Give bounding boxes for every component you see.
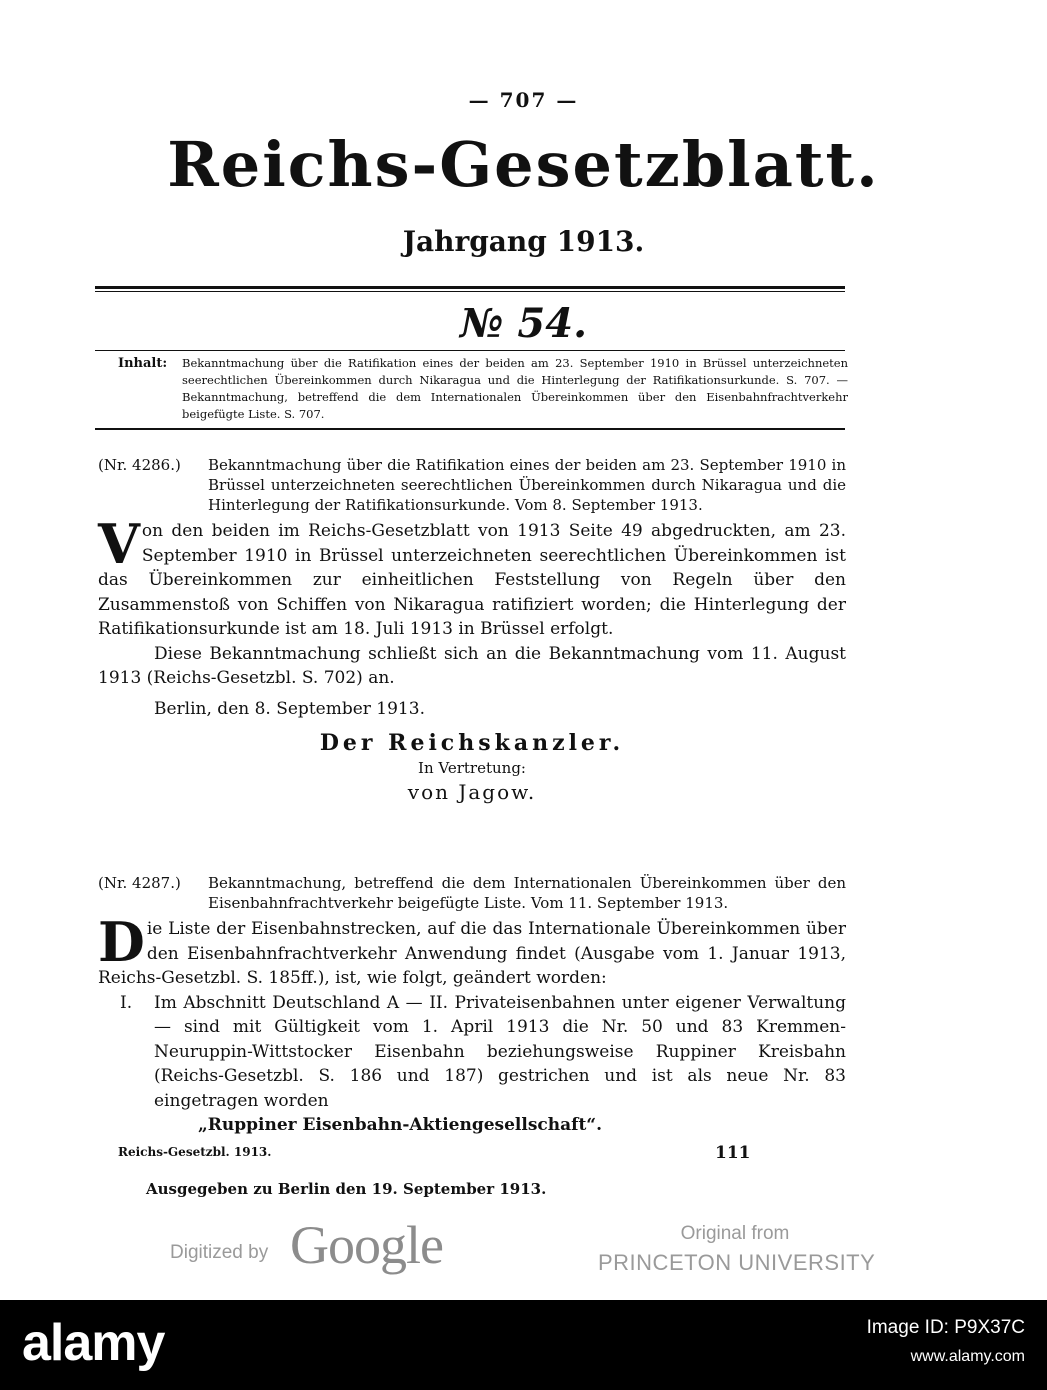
institution-name: PRINCETON UNIVERSITY (598, 1250, 876, 1275)
quoted-name: „Ruppiner Eisenbahn-Aktiengesellschaft“. (198, 1115, 603, 1135)
top-rule (95, 286, 845, 289)
masthead-title: Reichs-Gesetzblatt. (167, 128, 880, 201)
issued-line: Ausgegeben zu Berlin den 19. September 1913. (146, 1180, 547, 1198)
notice-body-text: on den beiden im Reichs-Gesetzblatt von 1913 Seite 49 abgedruckten, am 23. September 1910 in Brüssel unterzeichneten seerechtlichen Übereinkommen ist das Übereinkommen zur einheitlichen Feststellung von Regeln über den Zusammenstoß von Schiffen von Nikaragua ratifiziert worden; die Hinterlegung der Ratifikationsurkunde ist am 18. Juli 1913 in Brüssel erfolgt. (98, 521, 846, 639)
original-from-text: Original from (680, 1223, 790, 1244)
list-item-numeral: I. (120, 992, 133, 1013)
notice-body-2: Diese Bekanntmachung schließt sich an die Bekanntmachung vom 11. August 1913 (Reichs-Gesetzbl. S. 702) an. (98, 643, 846, 688)
notice-body (98, 512, 846, 642)
volume-year: Jahrgang 1913. (402, 225, 645, 258)
stock-url[interactable]: www.alamy.com (910, 1348, 1025, 1365)
contents-rule-top (95, 350, 845, 351)
alamy-logo: alamy (22, 1314, 165, 1372)
original-from-label (0, 1223, 1047, 1245)
footer-page-number: 111 (715, 1143, 751, 1163)
notice-body-text: ie Liste der Eisenbahnstrecken, auf die das Internationale Übereinkommen über den Eisenbahnfrachtverkehr Anwendung findet (Ausgabe vom 1. Januar 1913, Reichs-Gesetzbl. S. 185ff.), ist, wie folgt, geändert worden: (98, 919, 846, 988)
notice-heading (98, 873, 846, 913)
drop-cap: D (98, 910, 145, 974)
page-number: — 707 — (468, 88, 579, 112)
signature-name: von Jagow. (407, 780, 537, 804)
issue-number: № 54. (460, 300, 587, 347)
notice-4286 (98, 455, 846, 805)
notice-date: Berlin, den 8. September 1913. (154, 698, 425, 719)
contents-label: Inhalt: (118, 356, 168, 371)
notice-title: Bekanntmachung über die Ratifikation eines der beiden am 23. September 1910 in Brüssel unterzeichneten seerechtlichen Übereinkommen durch Nikaragua und die Hinterlegung der Ratifikationsurkunde. Vom 8. September 1913. (208, 456, 846, 514)
top-rule-thin (95, 291, 845, 292)
list-item-text: Im Abschnitt Deutschland A — II. Privateisenbahnen unter eigener Verwaltung — sind mit Gültigkeit vom 1. April 1913 die Nr. 50 und 83 Kremmen-Neuruppin-Wittstocker Eisenbahn beziehungsweise Ruppiner Kreisbahn (Reichs-Gesetzbl. S. 186 und 187) gestrichen und ist als neue Nr. 83 eingetragen worden (154, 992, 846, 1111)
notice-heading (98, 455, 846, 515)
drop-cap: V (98, 512, 140, 576)
notice-title: Bekanntmachung, betreffend die dem Internationalen Übereinkommen über den Eisenbahnfrachtverkehr beigefügte Liste. Vom 11. September 1913. (208, 874, 846, 912)
table-of-contents (118, 355, 848, 423)
notice-body (98, 910, 846, 991)
contents-text: Bekanntmachung über die Ratifikation eines der beiden am 23. September 1910 in Brüssel unterzeichneten seerechtlichen Übereinkommen durch Nikaragua und die Hinterlegung der Ratifikationsurkunde. S. 707. — Bekanntmachung, betreffend die dem Internationalen Übereinkommen über den Eisenbahnfrachtverkehr beigefügte Liste. S. 707. (182, 356, 848, 421)
notice-4287 (98, 873, 846, 1138)
signature-title: Der Reichskanzler. (319, 730, 625, 756)
notice-number: (Nr. 4287.) (98, 874, 181, 892)
image-id: Image ID: P9X37C (866, 1317, 1025, 1338)
amendment-list (98, 991, 846, 1114)
digitized-by-label: Digitized by (170, 1242, 269, 1263)
google-logo: Google (290, 1215, 443, 1275)
footer-source: Reichs-Gesetzbl. 1913. (118, 1145, 272, 1159)
contents-rule-bottom (95, 428, 845, 430)
signature-proxy: In Vertretung: (418, 758, 526, 777)
notice-number: (Nr. 4286.) (98, 456, 181, 474)
list-item (98, 991, 846, 1114)
